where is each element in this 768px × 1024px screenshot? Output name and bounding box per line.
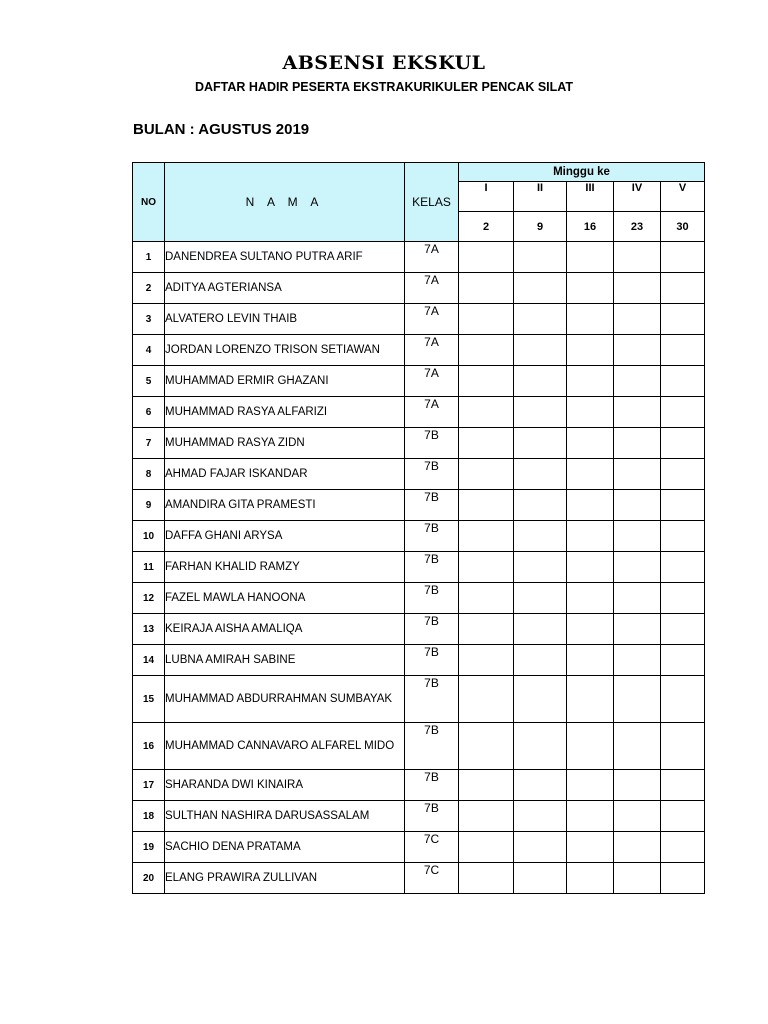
row-number: 13	[133, 614, 165, 645]
row-number: 1	[133, 242, 165, 273]
attendance-cell-week-3	[567, 863, 614, 894]
row-number: 8	[133, 459, 165, 490]
attendance-cell-week-4	[614, 801, 661, 832]
student-name: LUBNA AMIRAH SABINE	[165, 645, 405, 676]
attendance-cell-week-2	[514, 583, 567, 614]
student-class: 7B	[405, 614, 459, 645]
attendance-cell-week-2	[514, 459, 567, 490]
table-row	[133, 614, 705, 645]
row-number: 2	[133, 273, 165, 304]
attendance-cell-week-4	[614, 242, 661, 273]
attendance-cell-week-4	[614, 832, 661, 863]
student-name: ALVATERO LEVIN THAIB	[165, 304, 405, 335]
row-number: 6	[133, 397, 165, 428]
student-name: MUHAMMAD RASYA ALFARIZI	[165, 397, 405, 428]
student-class: 7A	[405, 304, 459, 335]
row-number: 10	[133, 521, 165, 552]
table-row	[133, 801, 705, 832]
attendance-cell-week-3	[567, 552, 614, 583]
attendance-cell-week-5	[661, 521, 705, 552]
student-name: MUHAMMAD CANNAVARO ALFAREL MIDO	[165, 723, 405, 770]
attendance-cell-week-1	[459, 459, 514, 490]
table-row	[133, 645, 705, 676]
row-number: 19	[133, 832, 165, 863]
table-row	[133, 863, 705, 894]
attendance-cell-week-2	[514, 770, 567, 801]
student-class: 7B	[405, 428, 459, 459]
header-no: NO	[133, 163, 165, 242]
attendance-cell-week-2	[514, 335, 567, 366]
attendance-cell-week-2	[514, 273, 567, 304]
attendance-cell-week-5	[661, 801, 705, 832]
attendance-cell-week-3	[567, 676, 614, 723]
table-row	[133, 583, 705, 614]
attendance-cell-week-1	[459, 801, 514, 832]
attendance-cell-week-4	[614, 552, 661, 583]
attendance-cell-week-4	[614, 459, 661, 490]
table-row	[133, 723, 705, 770]
week-roman-1: I	[459, 182, 514, 212]
attendance-cell-week-2	[514, 428, 567, 459]
attendance-cell-week-4	[614, 273, 661, 304]
attendance-cell-week-5	[661, 490, 705, 521]
attendance-cell-week-5	[661, 242, 705, 273]
row-number: 11	[133, 552, 165, 583]
attendance-cell-week-2	[514, 397, 567, 428]
attendance-cell-week-5	[661, 397, 705, 428]
student-name: JORDAN LORENZO TRISON SETIAWAN	[165, 335, 405, 366]
attendance-cell-week-3	[567, 273, 614, 304]
attendance-cell-week-2	[514, 832, 567, 863]
attendance-cell-week-5	[661, 366, 705, 397]
table-row	[133, 552, 705, 583]
header-nama: N A M A	[165, 163, 405, 242]
document-title: ABSENSI EKSKUL	[282, 52, 486, 74]
attendance-cell-week-4	[614, 863, 661, 894]
student-name: SHARANDA DWI KINAIRA	[165, 770, 405, 801]
student-class: 7B	[405, 676, 459, 723]
attendance-cell-week-2	[514, 863, 567, 894]
attendance-cell-week-3	[567, 770, 614, 801]
row-number: 12	[133, 583, 165, 614]
document-subtitle: DAFTAR HADIR PESERTA EKSTRAKURIKULER PENCAK SILAT	[194, 80, 573, 94]
attendance-cell-week-1	[459, 335, 514, 366]
attendance-cell-week-2	[514, 645, 567, 676]
student-name: FARHAN KHALID RAMZY	[165, 552, 405, 583]
student-class: 7B	[405, 583, 459, 614]
attendance-cell-week-5	[661, 459, 705, 490]
attendance-cell-week-2	[514, 723, 567, 770]
student-name: DANENDREA SULTANO PUTRA ARIF	[165, 242, 405, 273]
attendance-cell-week-5	[661, 723, 705, 770]
attendance-cell-week-1	[459, 832, 514, 863]
student-name: ADITYA AGTERIANSA	[165, 273, 405, 304]
student-name: AHMAD FAJAR ISKANDAR	[165, 459, 405, 490]
attendance-cell-week-3	[567, 583, 614, 614]
attendance-cell-week-1	[459, 273, 514, 304]
attendance-cell-week-1	[459, 304, 514, 335]
attendance-cell-week-2	[514, 614, 567, 645]
attendance-cell-week-3	[567, 832, 614, 863]
attendance-cell-week-2	[514, 242, 567, 273]
week-date-4: 23	[614, 212, 661, 242]
student-class: 7B	[405, 723, 459, 770]
attendance-cell-week-4	[614, 583, 661, 614]
week-date-1: 2	[459, 212, 514, 242]
attendance-cell-week-5	[661, 614, 705, 645]
attendance-cell-week-3	[567, 723, 614, 770]
row-number: 17	[133, 770, 165, 801]
header-kelas: KELAS	[405, 163, 459, 242]
student-name: AMANDIRA GITA PRAMESTI	[165, 490, 405, 521]
attendance-cell-week-3	[567, 428, 614, 459]
table-row	[133, 304, 705, 335]
attendance-cell-week-4	[614, 366, 661, 397]
attendance-cell-week-4	[614, 614, 661, 645]
row-number: 14	[133, 645, 165, 676]
attendance-cell-week-3	[567, 645, 614, 676]
row-number: 5	[133, 366, 165, 397]
attendance-cell-week-1	[459, 521, 514, 552]
attendance-cell-week-3	[567, 801, 614, 832]
attendance-cell-week-3	[567, 304, 614, 335]
attendance-cell-week-2	[514, 490, 567, 521]
attendance-cell-week-1	[459, 863, 514, 894]
student-class: 7B	[405, 801, 459, 832]
attendance-cell-week-2	[514, 304, 567, 335]
row-number: 9	[133, 490, 165, 521]
table-row	[133, 428, 705, 459]
table-row	[133, 676, 705, 723]
header-week-group: Minggu ke	[459, 163, 705, 182]
row-number: 4	[133, 335, 165, 366]
week-roman-4: IV	[614, 182, 661, 212]
row-number: 3	[133, 304, 165, 335]
student-class: 7C	[405, 832, 459, 863]
table-row	[133, 366, 705, 397]
attendance-cell-week-4	[614, 304, 661, 335]
week-date-5: 30	[661, 212, 705, 242]
student-name: KEIRAJA AISHA AMALIQA	[165, 614, 405, 645]
attendance-cell-week-4	[614, 335, 661, 366]
attendance-cell-week-5	[661, 676, 705, 723]
attendance-cell-week-3	[567, 242, 614, 273]
student-name: ELANG PRAWIRA ZULLIVAN	[165, 863, 405, 894]
attendance-cell-week-3	[567, 614, 614, 645]
attendance-cell-week-3	[567, 335, 614, 366]
attendance-cell-week-5	[661, 645, 705, 676]
student-class: 7B	[405, 552, 459, 583]
attendance-cell-week-1	[459, 490, 514, 521]
attendance-cell-week-4	[614, 723, 661, 770]
attendance-cell-week-2	[514, 801, 567, 832]
attendance-cell-week-3	[567, 490, 614, 521]
row-number: 15	[133, 676, 165, 723]
attendance-cell-week-5	[661, 863, 705, 894]
attendance-cell-week-5	[661, 583, 705, 614]
attendance-cell-week-1	[459, 770, 514, 801]
table-row	[133, 335, 705, 366]
week-date-3: 16	[567, 212, 614, 242]
row-number: 18	[133, 801, 165, 832]
week-roman-2: II	[514, 182, 567, 212]
student-class: 7A	[405, 366, 459, 397]
attendance-cell-week-5	[661, 832, 705, 863]
attendance-cell-week-3	[567, 366, 614, 397]
attendance-cell-week-3	[567, 521, 614, 552]
student-class: 7A	[405, 242, 459, 273]
table-row	[133, 490, 705, 521]
table-row	[133, 459, 705, 490]
attendance-cell-week-1	[459, 397, 514, 428]
attendance-table	[132, 162, 705, 894]
attendance-cell-week-1	[459, 614, 514, 645]
attendance-cell-week-4	[614, 676, 661, 723]
attendance-cell-week-4	[614, 397, 661, 428]
table-row	[133, 770, 705, 801]
attendance-cell-week-5	[661, 273, 705, 304]
table-row	[133, 832, 705, 863]
student-class: 7A	[405, 335, 459, 366]
student-class: 7A	[405, 273, 459, 304]
student-class: 7C	[405, 863, 459, 894]
student-class: 7B	[405, 459, 459, 490]
attendance-cell-week-2	[514, 366, 567, 397]
attendance-cell-week-1	[459, 723, 514, 770]
attendance-cell-week-1	[459, 366, 514, 397]
attendance-cell-week-2	[514, 676, 567, 723]
attendance-cell-week-5	[661, 428, 705, 459]
student-class: 7B	[405, 521, 459, 552]
student-class: 7B	[405, 645, 459, 676]
attendance-cell-week-2	[514, 521, 567, 552]
student-name: SACHIO DENA PRATAMA	[165, 832, 405, 863]
attendance-cell-week-1	[459, 676, 514, 723]
student-name: MUHAMMAD ABDURRAHMAN SUMBAYAK	[165, 676, 405, 723]
attendance-cell-week-5	[661, 335, 705, 366]
attendance-cell-week-1	[459, 583, 514, 614]
attendance-cell-week-1	[459, 552, 514, 583]
table-row	[133, 397, 705, 428]
week-roman-5: V	[661, 182, 705, 212]
attendance-cell-week-3	[567, 459, 614, 490]
attendance-cell-week-3	[567, 397, 614, 428]
student-name: MUHAMMAD ERMIR GHAZANI	[165, 366, 405, 397]
attendance-cell-week-5	[661, 304, 705, 335]
attendance-cell-week-1	[459, 428, 514, 459]
attendance-cell-week-4	[614, 645, 661, 676]
student-name: DAFFA GHANI ARYSA	[165, 521, 405, 552]
student-class: 7B	[405, 770, 459, 801]
month-label: BULAN : AGUSTUS 2019	[133, 121, 310, 138]
week-roman-3: III	[567, 182, 614, 212]
attendance-cell-week-4	[614, 428, 661, 459]
attendance-cell-week-1	[459, 242, 514, 273]
attendance-cell-week-4	[614, 490, 661, 521]
row-number: 16	[133, 723, 165, 770]
attendance-cell-week-4	[614, 770, 661, 801]
student-name: MUHAMMAD RASYA ZIDN	[165, 428, 405, 459]
attendance-cell-week-5	[661, 770, 705, 801]
student-name: SULTHAN NASHIRA DARUSASSALAM	[165, 801, 405, 832]
student-class: 7B	[405, 490, 459, 521]
attendance-cell-week-1	[459, 645, 514, 676]
row-number: 20	[133, 863, 165, 894]
table-row	[133, 521, 705, 552]
attendance-cell-week-4	[614, 521, 661, 552]
week-date-2: 9	[514, 212, 567, 242]
table-row	[133, 273, 705, 304]
table-row	[133, 242, 705, 273]
student-class: 7A	[405, 397, 459, 428]
row-number: 7	[133, 428, 165, 459]
student-name: FAZEL MAWLA HANOONA	[165, 583, 405, 614]
attendance-cell-week-5	[661, 552, 705, 583]
attendance-cell-week-2	[514, 552, 567, 583]
attendance-rows	[133, 242, 705, 894]
